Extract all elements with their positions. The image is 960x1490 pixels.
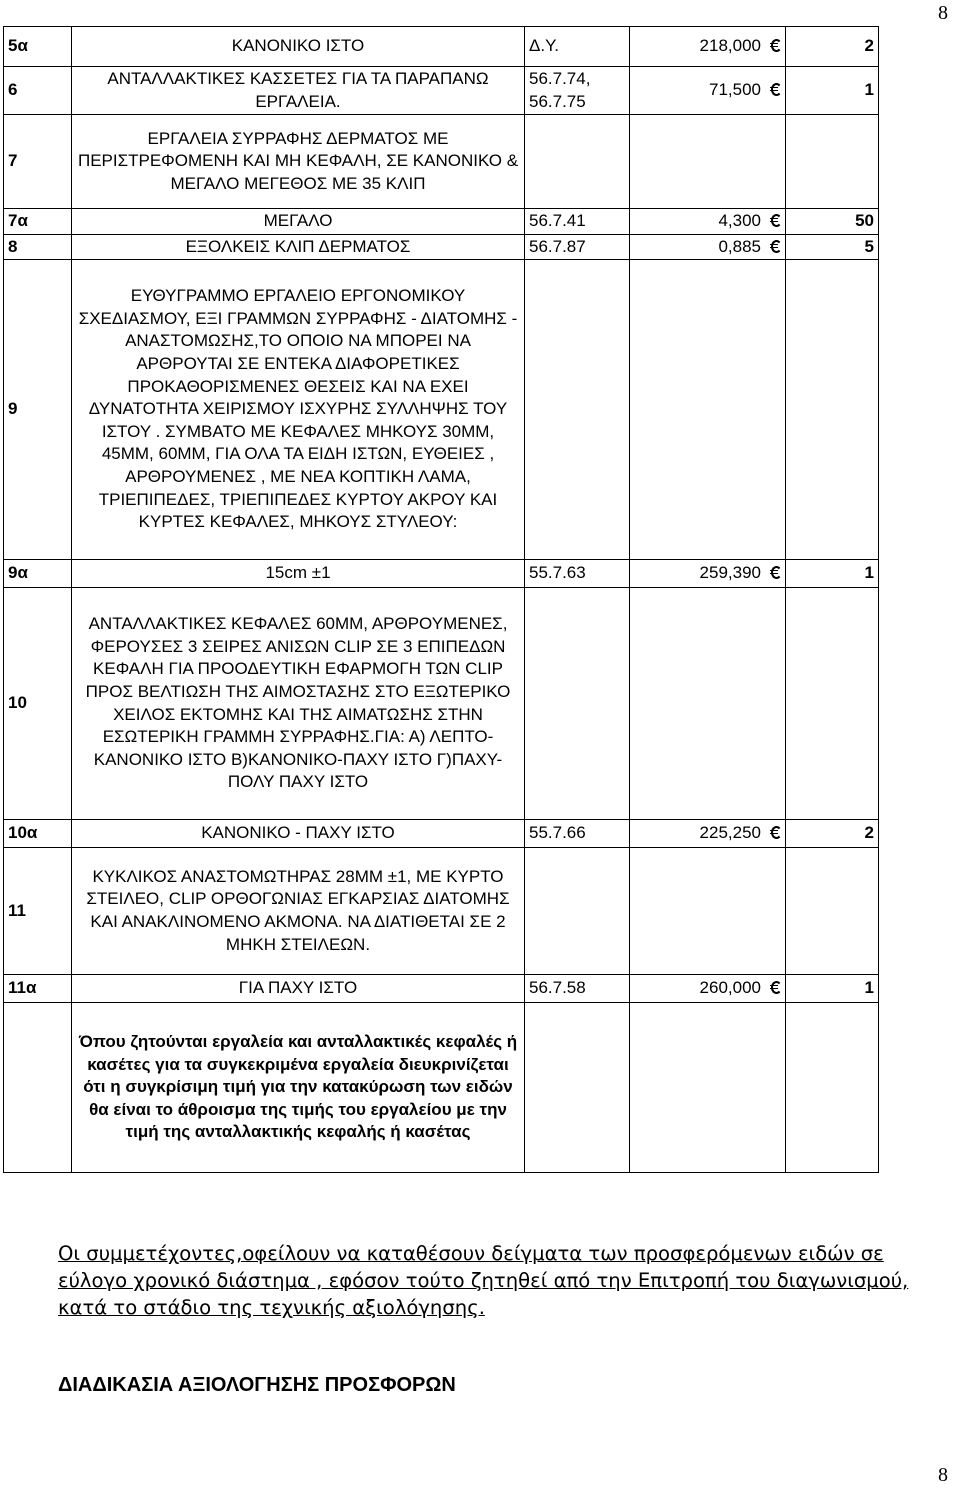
item-description: ΕΡΓΑΛΕΙΑ ΣΥΡΡΑΦΗΣ ΔΕΡΜΑΤΟΣ ΜΕ ΠΕΡΙΣΤΡΕΦΟΜΕΝΗ ΚΑΙ ΜΗ ΚΕΦΑΛΗ, ΣΕ ΚΑΝΟΝΙΚΟ & ΜΕΓΑΛΟ ΜΕΓΕΘΟΣ ΜΕ 35 ΚΛΙΠ (72, 115, 525, 209)
item-code: 56.7.87 (525, 235, 630, 260)
euro-icon (770, 214, 781, 227)
item-price (630, 115, 786, 209)
table-row (4, 27, 879, 67)
euro-icon (770, 39, 781, 52)
item-price (630, 820, 786, 848)
note-cell: Όπου ζητούνται εργαλεία και ανταλλακτικές κεφαλές ή κασέτες για τα συγκεκριμένα εργαλεία διευκρινίζεται ότι η συγκρίσιμη τιμή για την κατακύρωση των ειδών θα είναι το άθροισμα της τιμής του εργαλείου με την τιμή της ανταλλακτικής κεφαλής ή κασέτας (72, 1003, 525, 1173)
item-description: ΚΥΚΛΙΚΟΣ ΑΝΑΣΤΟΜΩΤΗΡΑΣ 28ΜΜ ±1, ΜΕ ΚΥΡΤΟ ΣΤΕΙΛΕΟ, CLIP ΟΡΘΟΓΩΝΙΑΣ ΕΓΚΑΡΣΙΑΣ ΔΙΑΤΟΜΗΣ ΚΑΙ ΑΝΑΚΛΙΝΟΜΕΝΟ ΑΚΜΟΝΑ. ΝΑ ΔΙΑΤΙΘΕΤΑΙ ΣΕ 2 ΜΗΚΗ ΣΤΕΙΛΕΩΝ. (72, 848, 525, 975)
item-price (630, 848, 786, 975)
item-code: 55.7.63 (525, 560, 630, 588)
item-price (630, 27, 786, 67)
item-price (630, 209, 786, 235)
item-quantity: 2 (786, 820, 879, 848)
item-code (525, 115, 630, 209)
euro-icon (770, 826, 781, 839)
item-number: 8 (4, 235, 72, 260)
note-code-cell (525, 1003, 630, 1173)
item-quantity (786, 588, 879, 820)
samples-notice: Οι συμμετέχοντες,οφείλουν να καταθέσουν δείγματα των προσφερόμενων ειδών σε εύλογο χρονικό διάστημα , εφόσον τούτο ζητηθεί από την Επιτροπή του διαγωνισμού, κατά το στάδιο της τεχνικής αξιολόγησης. (58, 1242, 909, 1319)
item-price-value: 260,000 (699, 978, 761, 998)
item-price-value: 218,000 (699, 36, 761, 56)
item-number: 10α (4, 820, 72, 848)
item-description: ΑΝΤΑΛΛΑΚΤΙΚΕΣ ΚΕΦΑΛΕΣ 60ΜΜ, ΑΡΘΡΟΥΜΕΝΕΣ, ΦΕΡΟΥΣΕΣ 3 ΣΕΙΡΕΣ ΑΝΙΣΩΝ CLIP ΣΕ 3 ΕΠΙΠΕΔΩΝ ΚΕΦΑΛΗ ΓΙΑ ΠΡΟΟΔΕΥΤΙΚΗ ΕΦΑΡΜΟΓΗ ΤΩΝ CLIP ΠΡΟΣ ΒΕΛΤΙΩΣΗ ΤΗΣ ΑΙΜΟΣΤΑΣΗΣ ΣΤΟ ΕΞΩΤΕΡΙΚΟ ΧΕΙΛΟΣ ΕΚΤΟΜΗΣ ΚΑΙ ΤΗΣ ΑΙΜΑΤΩΣΗΣ ΣΤΗΝ ΕΣΩΤΕΡΙΚΗ ΓΡΑΜΜΗ ΣΥΡΡΑΦΗΣ.ΓΙΑ: Α) ΛΕΠΤΟ- ΚΑΝΟΝΙΚΟ ΙΣΤΟ Β)ΚΑΝΟΝΙΚΟ-ΠΑΧΥ ΙΣΤΟ Γ)ΠΑΧΥ- ΠΟΛΥ ΠΑΧΥ ΙΣΤΟ (72, 588, 525, 820)
item-price-value: 225,250 (699, 823, 761, 843)
item-price (630, 235, 786, 260)
item-number: 7α (4, 209, 72, 235)
item-quantity: 1 (786, 975, 879, 1003)
item-number: 11 (4, 848, 72, 975)
item-quantity (786, 115, 879, 209)
section-heading: ΔΙΑΔΙΚΑΣΙΑ ΑΞΙΟΛΟΓΗΣΗΣ ΠΡΟΣΦΟΡΩΝ (58, 1374, 456, 1396)
item-number: 10 (4, 588, 72, 820)
item-description: ΕΞΟΛΚΕΙΣ ΚΛΙΠ ΔΕΡΜΑΤΟΣ (72, 235, 525, 260)
table-row (4, 820, 879, 848)
item-price-value: 4,300 (718, 211, 761, 231)
item-number: 6 (4, 67, 72, 115)
note-qty-cell (786, 1003, 879, 1173)
items-table (3, 26, 879, 1173)
item-description: ΓΙΑ ΠΑΧΥ ΙΣΤΟ (72, 975, 525, 1003)
item-price (630, 975, 786, 1003)
table-row (4, 848, 879, 975)
item-quantity (786, 260, 879, 560)
item-quantity: 1 (786, 67, 879, 115)
note-price-cell (630, 1003, 786, 1173)
items-table-body (4, 27, 879, 1173)
item-price-value: 259,390 (699, 563, 761, 583)
item-number: 9α (4, 560, 72, 588)
item-code (525, 260, 630, 560)
table-row (4, 67, 879, 115)
item-price (630, 67, 786, 115)
item-code: 56.7.74, 56.7.75 (525, 67, 630, 115)
item-number: 9 (4, 260, 72, 560)
item-description: ΕΥΘΥΓΡΑΜΜΟ ΕΡΓΑΛΕΙΟ ΕΡΓΟΝΟΜΙΚΟΥ ΣΧΕΔΙΑΣΜΟΥ, ΕΞΙ ΓΡΑΜΜΩΝ ΣΥΡΡΑΦΗΣ - ΔΙΑΤΟΜΗΣ - ΑΝΑΣΤΟΜΩΣΗΣ,ΤΟ ΟΠΟΙΟ ΝΑ ΜΠΟΡΕΙ ΝΑ ΑΡΘΡΟΥΤΑΙ ΣΕ ΕΝΤΕΚΑ ΔΙΑΦΟΡΕΤΙΚΕΣ ΠΡΟΚΑΘΟΡΙΣΜΕΝΕΣ ΘΕΣΕΙΣ ΚΑΙ ΝΑ ΕΧΕΙ ΔΥΝΑΤΟΤΗΤΑ ΧΕΙΡΙΣΜΟΥ ΙΣΧΥΡΗΣ ΣΥΛΛΗΨΗΣ ΤΟΥ ΙΣΤΟΥ . ΣΥΜΒΑΤΟ ΜΕ ΚΕΦΑΛΕΣ ΜΗΚΟΥΣ 30ΜΜ, 45ΜΜ, 60ΜΜ, ΓΙΑ ΟΛΑ ΤΑ ΕΙΔΗ ΙΣΤΩΝ, ΕΥΘΕΙΕΣ , ΑΡΘΡΟΥΜΕΝΕΣ , ΜΕ ΝΕΑ ΚΟΠΤΙΚΗ ΛΑΜΑ, ΤΡΙΕΠΙΠΕΔΕΣ, ΤΡΙΕΠΙΠΕΔΕΣ ΚΥΡΤΟΥ ΑΚΡΟΥ ΚΑΙ ΚΥΡΤΕΣ ΚΕΦΑΛΕΣ, ΜΗΚΟΥΣ ΣΤΥΛΕΟΥ: (72, 260, 525, 560)
item-number: 5α (4, 27, 72, 67)
table-row (4, 588, 879, 820)
item-number: 7 (4, 115, 72, 209)
item-quantity: 1 (786, 560, 879, 588)
table-row (4, 209, 879, 235)
table-row (4, 975, 879, 1003)
euro-icon (770, 566, 781, 579)
item-description: ΚΑΝΟΝΙΚΟ - ΠΑΧΥ ΙΣΤΟ (72, 820, 525, 848)
euro-icon (770, 83, 781, 96)
table-row (4, 560, 879, 588)
item-code: 56.7.41 (525, 209, 630, 235)
page-number-bottom: 8 (938, 1464, 948, 1486)
table-row (4, 260, 879, 560)
table-row (4, 235, 879, 260)
item-quantity: 50 (786, 209, 879, 235)
item-description: ΜΕΓΑΛΟ (72, 209, 525, 235)
item-quantity (786, 848, 879, 975)
item-code: 56.7.58 (525, 975, 630, 1003)
euro-icon (770, 240, 781, 253)
item-number: 11α (4, 975, 72, 1003)
item-code (525, 588, 630, 820)
item-description: 15cm ±1 (72, 560, 525, 588)
item-price (630, 588, 786, 820)
item-description: ΚΑΝΟΝΙΚΟ ΙΣΤΟ (72, 27, 525, 67)
item-code (525, 848, 630, 975)
euro-icon (770, 981, 781, 994)
item-price (630, 260, 786, 560)
item-description: ΑΝΤΑΛΛΑΚΤΙΚΕΣ ΚΑΣΣΕΤΕΣ ΓΙΑ ΤΑ ΠΑΡΑΠΑΝΩ ΕΡΓΑΛΕΙΑ. (72, 67, 525, 115)
item-quantity: 5 (786, 235, 879, 260)
item-price-value: 0,885 (718, 236, 761, 256)
note-number-cell (4, 1003, 72, 1173)
item-code: 55.7.66 (525, 820, 630, 848)
item-price-value: 71,500 (709, 80, 761, 100)
table-row (4, 1003, 879, 1173)
item-quantity: 2 (786, 27, 879, 67)
item-price (630, 560, 786, 588)
page-number-top: 8 (938, 2, 948, 24)
table-row (4, 115, 879, 209)
item-code: Δ.Υ. (525, 27, 630, 67)
